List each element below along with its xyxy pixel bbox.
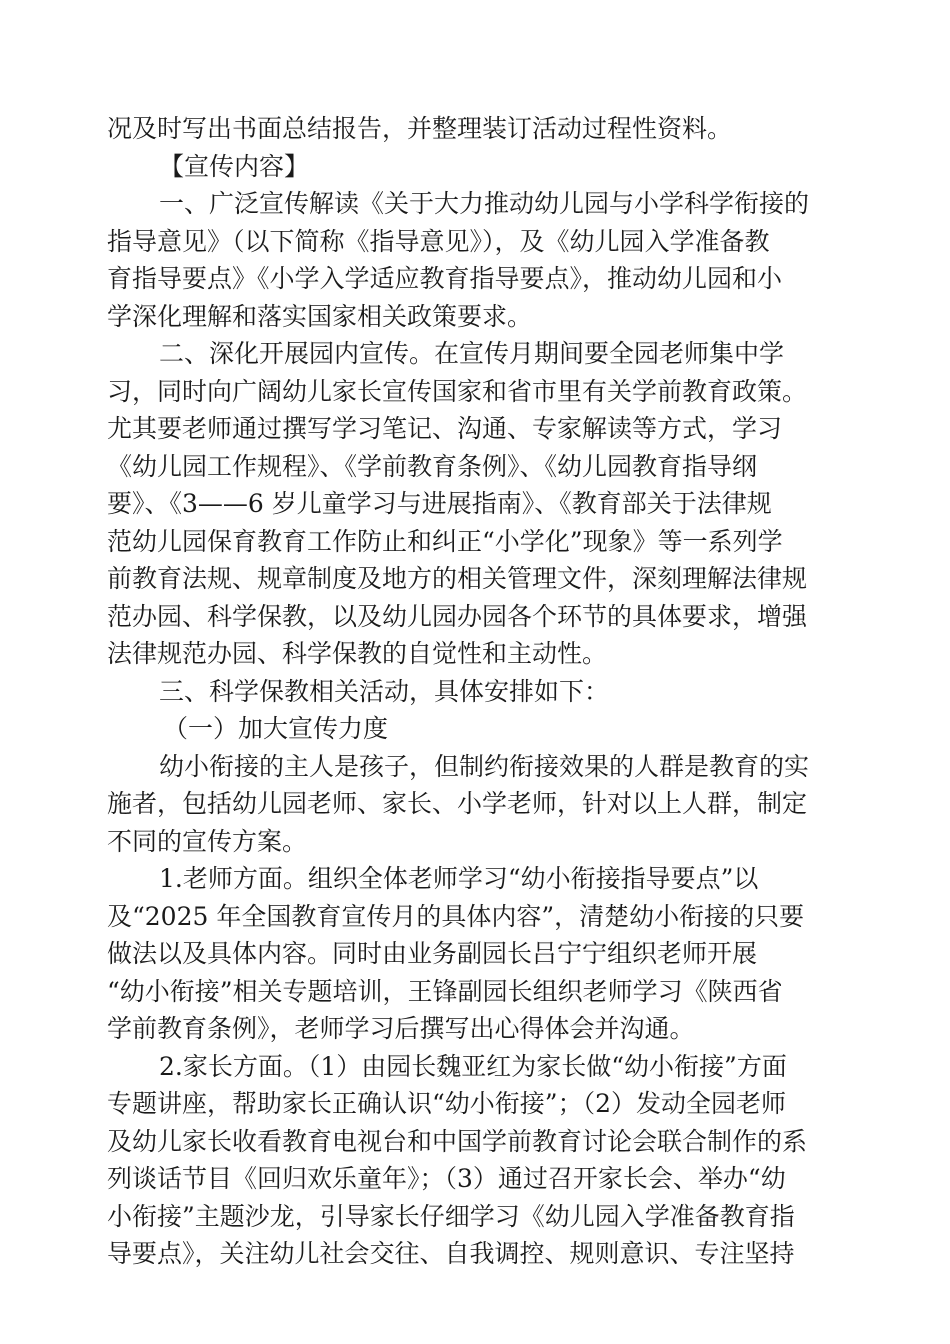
text-line: 导要点》，关注幼儿社会交往、自我调控、规则意识、专注坚持 — [107, 1239, 795, 1268]
text-line: 不同的宣传方案。 — [107, 826, 308, 856]
section-heading: 【宣传内容】 — [159, 151, 310, 181]
text-line: 施者，包括幼儿园老师、家长、小学老师，针对以上人群，制定 — [107, 789, 808, 818]
text-line: 小衔接”主题沙龙，引导家长仔细学习《幼儿园入学准备教育指 — [107, 1201, 795, 1231]
text-line: 2.家长方面。（1）由园长魏亚红为家长做“幼小衔接”方面 — [159, 1051, 787, 1081]
text-line: 1.老师方面。组织全体老师学习“幼小衔接指导要点”以 — [159, 864, 759, 893]
subsection-heading: （一）加大宣传力度 — [163, 714, 389, 743]
text-line: 学深化理解和落实国家相关政策要求。 — [107, 301, 533, 331]
text-line: 尤其要老师通过撰写学习笔记、沟通、专家解读等方式，学习 — [107, 414, 783, 443]
text-line: “幼小衔接”相关专题培训，王锋副园长组织老师学习《陕西省 — [107, 976, 783, 1006]
text-line: 幼小衔接的主人是孩子，但制约衔接效果的人群是教育的实 — [159, 751, 810, 781]
text-line: 二、深化开展园内宣传。在宣传月期间要全园老师集中学 — [159, 339, 785, 368]
text-line: 范办园、科学保教，以及幼儿园办园各个环节的具体要求，增强 — [107, 601, 808, 631]
text-line: 及“2025 年全国教育宣传月的具体内容”，清楚幼小衔接的只要 — [107, 901, 805, 931]
text-line: 前教育法规、规章制度及地方的相关管理文件，深刻理解法律规 — [107, 564, 808, 593]
text-line: 要》、《3——6 岁儿童学习与进展指南》、《教育部关于法律规 — [107, 489, 772, 518]
text-line: 《幼儿园工作规程》、《学前教育条例》、《幼儿园教育指导纲 — [107, 451, 758, 481]
text-line: 指导意见》（以下简称《指导意见》），及《幼儿园入学准备教 — [107, 226, 770, 256]
text-line: 法律规范办园、科学保教的自觉性和主动性。 — [107, 639, 608, 668]
text-line: 及幼儿家长收看教育电视台和中国学前教育讨论会联合制作的系 — [107, 1126, 808, 1156]
text-line: 列谈话节目《回归欢乐童年》；（3）通过召开家长会、举办“幼 — [107, 1164, 786, 1193]
text-line: 一、广泛宣传解读《关于大力推动幼儿园与小学科学衔接的 — [159, 189, 810, 218]
text-line: 育指导要点》《小学入学适应教育指导要点》，推动幼儿园和小 — [107, 264, 783, 293]
text-line: 专题讲座，帮助家长正确认识“幼小衔接”；（2）发动全园老师 — [107, 1089, 786, 1118]
document-body — [107, 110, 852, 1273]
text-line: 做法以及具体内容。同时由业务副园长吕宁宁组织老师开展 — [107, 939, 758, 968]
text-line: 习，同时向广阔幼儿家长宣传国家和省市里有关学前教育政策。 — [107, 376, 808, 406]
text-line: 况及时写出书面总结报告，并整理装订活动过程性资料。 — [107, 114, 733, 143]
text-line: 三、科学保教相关活动，具体安排如下： — [159, 676, 610, 706]
text-line: 范幼儿园保育教育工作防止和纠正“小学化”现象》等一系列学 — [107, 526, 783, 556]
text-line: 学前教育条例》，老师学习后撰写出心得体会并沟通。 — [107, 1014, 695, 1043]
